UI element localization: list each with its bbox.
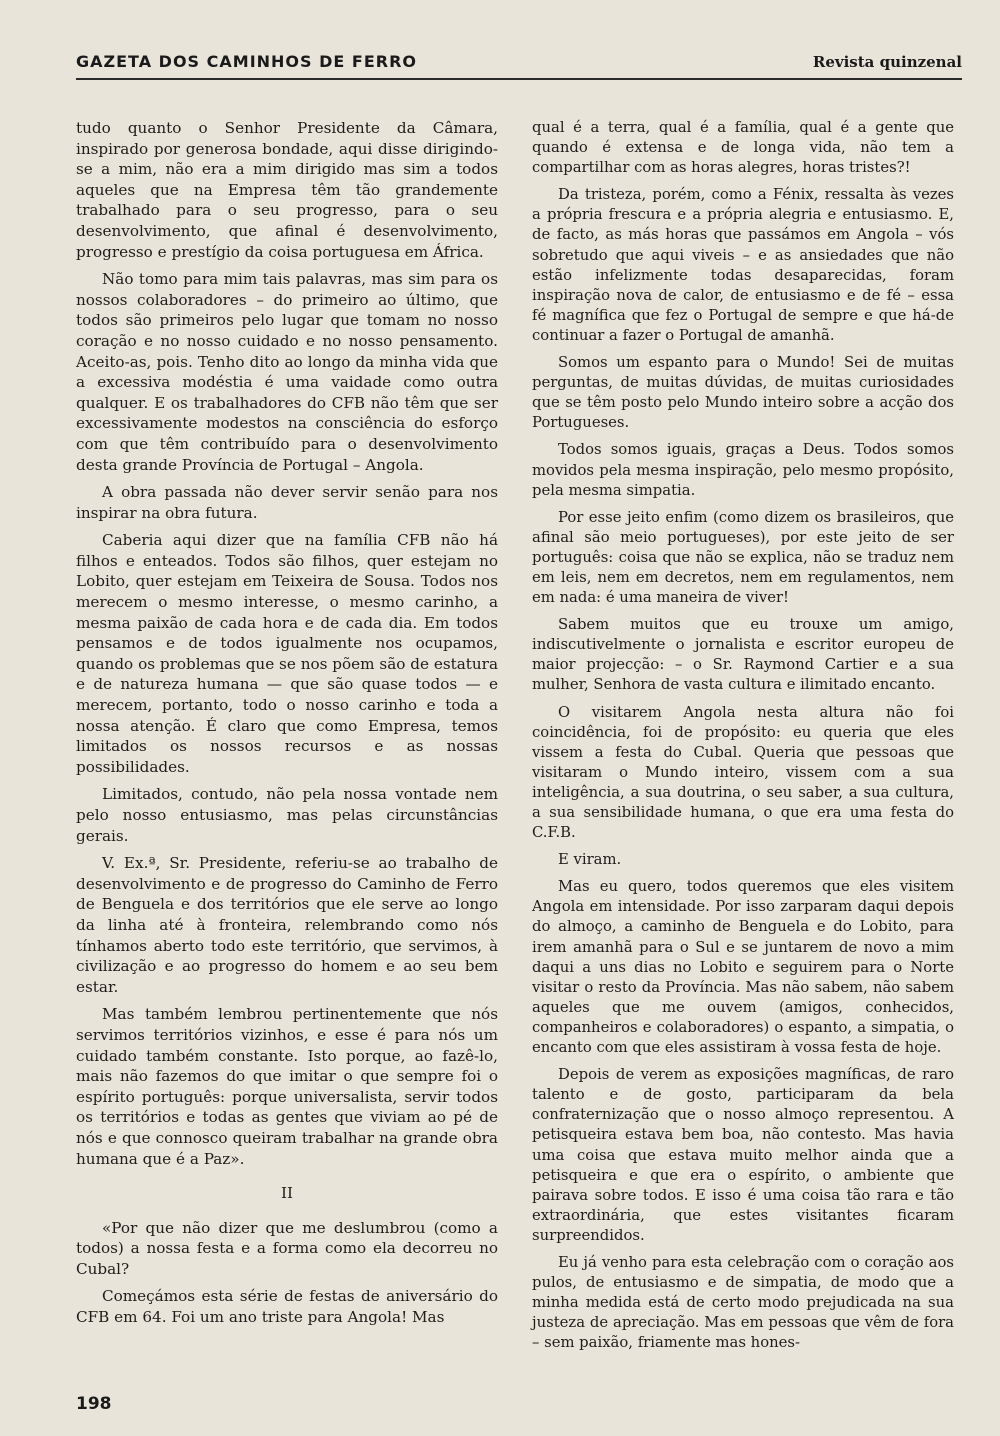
paragraph: Não tomo para mim tais palavras, mas sim para os nossos colaboradores – do primeiro ao último, que todos são primeiros pelo lugar que tomam no nosso coração e no nosso cuidado e no nosso pensamento. Aceito-as, pois. Tenho dito ao longo da minha vida que a excessiva modéstia é uma vaidade como outra qualquer. E os trabalhadores do CFB não têm que ser excessivamente modestos na consciência do esforço com que têm contribuído para o desenvolvimento desta grande Província de Portugal – Angola.	[76, 270, 498, 474]
paragraph: O visitarem Angola nesta altura não foi coincidência, foi de propósito: eu queria que eles vissem a festa do Cubal. Queria que pessoas que visitaram o Mundo inteiro, vissem com a sua inteligência, a sua doutrina, o seu saber, a sua cultura, a sua sensibilidade humana, o que era uma festa do C.F.B.	[532, 703, 954, 842]
paragraph: Limitados, contudo, não pela nossa vontade nem pelo nosso entusiasmo, mas pelas circunstâncias gerais.	[76, 785, 498, 845]
paragraph: Eu já venho para esta celebração com o coração aos pulos, de entusiasmo e de simpatia, de modo que a minha medida está de certo modo prejudicada na sua justeza de apreciação. Mas em pessoas que vêm de fora – sem paixão, friamente mas hones-	[532, 1253, 954, 1352]
paragraph: tudo quanto o Senhor Presidente da Câmara, inspirado por generosa bondade, aqui disse dirigindo-se a mim, não era a mim dirigido mas sim a todos aqueles que na Empresa têm tão grandemente trabalhado para o seu progresso, para o seu desenvolvimento, que afinal é desenvolvimento, progresso e prestígio da coisa portuguesa em África.	[76, 119, 498, 261]
paragraph: Depois de verem as exposições magníficas, de raro talento e de gosto, participaram da bela confraternização que o nosso almoço representou. A petisqueira estava bem boa, não contesto. Mas havia uma coisa que estava muito melhor ainda que a petisqueira e que era o espírito, o ambiente que pairava sobre todos. E isso é uma coisa tão rara e tão extraordinária, que estes visitantes ficaram surpreendidos.	[532, 1066, 954, 1244]
paragraph: Todos somos iguais, graças a Deus. Todos somos movidos pela mesma inspiração, pelo mesmo propósito, pela mesma simpatia.	[532, 441, 954, 499]
right-column	[532, 118, 954, 1360]
paragraph: Da tristeza, porém, como a Fénix, ressalta às vezes a própria frescura e a própria alegria e entusiasmo. E, de facto, as más horas que passámos em Angola – vós sobretudo que aqui viveis – e as ansiedades que não estão infelizmente todas desaparecidas, foram inspiração nova de calor, de entusiasmo e de fé – essa fé magnífica que fez o Portugal de sempre e que há-de continuar a fazer o Portugal de amanhã.	[532, 186, 954, 344]
page-header	[76, 50, 962, 76]
paragraph: Sabem muitos que eu trouxe um amigo, indiscutivelmente o jornalista e escritor europeu de maior projecção: – o Sr. Raymond Cartier e a sua mulher, Senhora de vasta cultura e ilimitado encanto.	[532, 616, 954, 694]
page-number: 198	[76, 1394, 112, 1414]
paragraph: A obra passada não dever servir senão para nos inspirar na obra futura.	[76, 483, 498, 522]
paragraph: Começámos esta série de festas de aniversário do CFB em 64. Foi um ano triste para Angola! Mas	[76, 1287, 498, 1327]
journal-title: GAZETA DOS CAMINHOS DE FERRO	[76, 52, 418, 71]
journal-subtitle: Revista quinzenal	[812, 53, 962, 71]
paragraph: Caberia aqui dizer que na família CFB não há filhos e enteados. Todos são filhos, quer estejam no Lobito, quer estejam em Teixeira de Sousa. Todos nos merecem o mesmo interesse, o mesmo carinho, a mesma paixão de cada hora e de cada dia. Em todos pensamos e de todos igualmente nos ocupamos, quando os problemas que se nos põem são de estatura e de natureza humana — que são quase todos — e merecem, portanto, todo o nosso carinho e toda a nossa atenção. É claro que como Empresa, temos limitados os nossos recursos e as nossas possibilidades.	[76, 531, 498, 776]
paragraph: Mas eu quero, todos queremos que eles visitem Angola em intensidade. Por isso zarparam daqui depois do almoço, a caminho de Benguela e do Lobito, para irem amanhã para o Sul e se juntarem de novo a mim daqui a uns dias no Lobito e seguirem para o Norte visitar o resto da Província. Mas não sabem, não sabem aqueles que me ouvem (amigos, conhecidos, companheiros e colaboradores) o espanto, a simpatia, o encanto com que eles assistiram à vossa festa de hoje.	[532, 878, 954, 1057]
section-heading: II	[281, 1184, 293, 1203]
header-divider	[76, 78, 962, 80]
paragraph: Por esse jeito enfim (como dizem os brasileiros, que afinal são meio portugueses), por este jeito de ser português: coisa que não se explica, não se traduz nem em leis, nem em decretos, nem em regulamentos, nem em nada: é uma maneira de viver!	[532, 508, 954, 607]
paragraph: V. Ex.ª, Sr. Presidente, referiu-se ao trabalho de desenvolvimento e de progresso do Caminho de Ferro de Benguela e dos territórios que ele serve ao longo da linha até à fronteira, relembrando como nós tínhamos aberto todo este território, que servimos, à civilização e ao progresso do homem e ao seu bem estar.	[76, 854, 498, 996]
left-column	[76, 118, 498, 1335]
paragraph: Mas também lembrou pertinentemente que nós servimos territórios vizinhos, e esse é para nós um cuidado também constante. Isto porque, ao fazê-lo, mais não fazemos do que imitar o que sempre foi o espírito português: porque universalista, servir todos os territórios e todas as gentes que viviam ao pé de nós e que connosco queiram trabalhar na grande obra humana que é a Paz».	[76, 1005, 498, 1168]
paragraph: Somos um espanto para o Mundo! Sei de muitas perguntas, de muitas dúvidas, de muitas curiosidades que se têm posto pelo Mundo inteiro sobre a acção dos Portugueses.	[532, 354, 954, 432]
paragraph: qual é a terra, qual é a família, qual é a gente que quando é extensa e de longa vida, não tem a compartilhar com as horas alegres, horas tristes?!	[532, 119, 954, 177]
paragraph: «Por que não dizer que me deslumbrou (como a todos) a nossa festa e a forma como ela decorreu no Cubal?	[76, 1218, 498, 1278]
paragraph: E viram.	[558, 851, 622, 869]
